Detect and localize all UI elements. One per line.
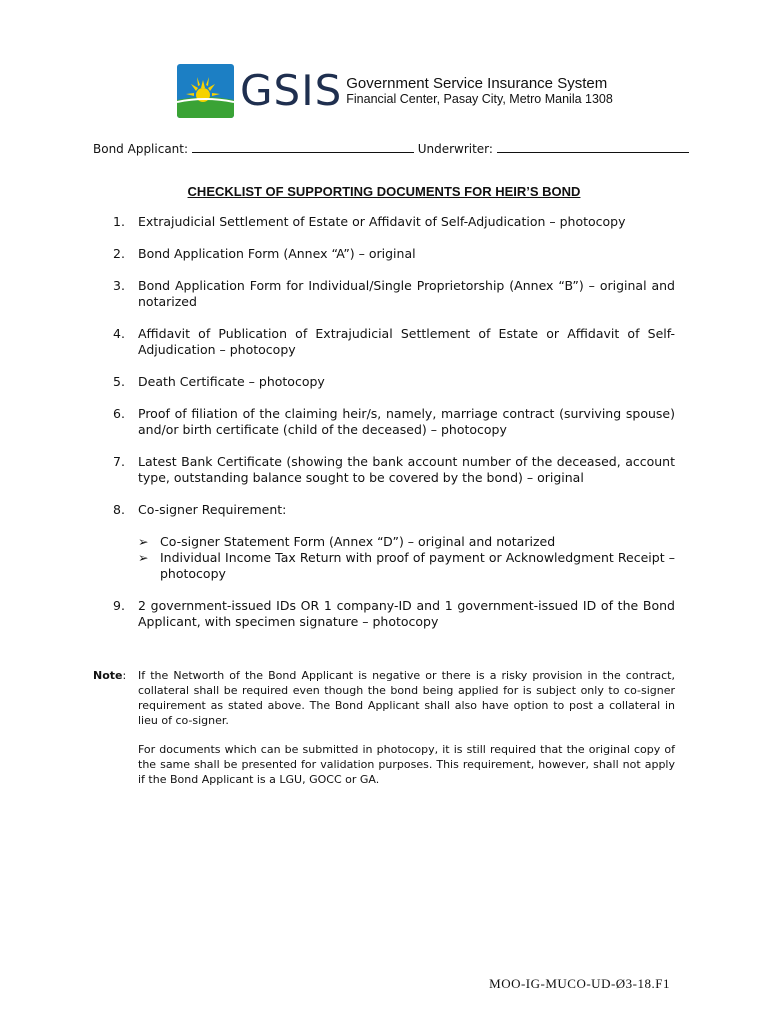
list-item: [113, 454, 675, 486]
form-code: MOO-IG-MUCO-UD-Ø3-18.F1: [489, 976, 670, 991]
item-number: 3.: [113, 278, 125, 293]
list-item: [113, 214, 675, 230]
list-item: [113, 406, 675, 438]
note-paragraph-1: If the Networth of the Bond Applicant is negative or there is a risky provision in the contract, collateral shall be required even though the bond being applied for is subject only to co-signer requirement as stated above. The Bond Applicant shall also have option to post a collateral in lieu of co-signer.: [138, 669, 675, 727]
item-number: 1.: [113, 214, 125, 229]
item-number: 5.: [113, 374, 125, 389]
sublist-item: [138, 550, 675, 582]
arrow-bullet-icon: ➢: [138, 534, 149, 549]
item-text: Death Certificate – photocopy: [138, 374, 325, 389]
item-text: Bond Application Form (Annex “A”) – original: [138, 246, 416, 261]
item-text: Extrajudicial Settlement of Estate or Affidavit of Self-Adjudication – photocopy: [138, 214, 626, 229]
sublist-text: Individual Income Tax Return with proof of payment or Acknowledgment Receipt – photocopy: [160, 550, 675, 581]
list-item: [113, 598, 675, 630]
checklist: [113, 214, 675, 646]
item-text: Latest Bank Certificate (showing the bank account number of the deceased, account type, outstanding balance sought to be covered by the bond) – original: [138, 454, 675, 485]
item-number: 7.: [113, 454, 125, 469]
item-content: [138, 502, 675, 582]
underwriter-blank: [497, 142, 689, 153]
item-number: 9.: [113, 598, 125, 613]
gsis-logo-icon: [177, 64, 234, 118]
applicant-line: [93, 142, 693, 156]
note-row: [93, 668, 675, 728]
organization-address: Financial Center, Pasay City, Metro Manila 1308: [346, 92, 613, 106]
organization-info: [346, 75, 613, 107]
item-text: Proof of filiation of the claiming heir/s, namely, marriage contract (surviving spouse) and/or birth certificate (child of the deceased) – photocopy: [138, 406, 675, 437]
brand-wordmark: GSIS: [240, 66, 343, 115]
note-label-text: Note: [93, 669, 123, 682]
organization-name: Government Service Insurance System: [346, 75, 608, 92]
bond-applicant-blank: [192, 142, 414, 153]
list-item: [113, 246, 675, 262]
sublist-item: [138, 534, 675, 550]
list-item: [113, 278, 675, 310]
arrow-bullet-icon: ➢: [138, 550, 149, 565]
note-label-colon: :: [122, 669, 127, 682]
item-text: Co-signer Requirement:: [138, 502, 287, 517]
co-signer-sublist: [138, 534, 675, 582]
list-item: [113, 374, 675, 390]
item-number: 4.: [113, 326, 125, 341]
bond-applicant-label: Bond Applicant:: [93, 142, 189, 156]
list-item: [113, 502, 675, 582]
item-number: 6.: [113, 406, 125, 421]
item-text: Bond Application Form for Individual/Single Proprietorship (Annex “B”) – original and notarized: [138, 278, 675, 309]
item-text: Affidavit of Publication of Extrajudicial Settlement of Estate or Affidavit of Self-Adjudication – photocopy: [138, 326, 675, 357]
letterhead: [177, 64, 613, 118]
item-number: 8.: [113, 502, 125, 517]
item-number: 2.: [113, 246, 125, 261]
underwriter-label: Underwriter:: [417, 142, 493, 156]
sublist-text: Co-signer Statement Form (Annex “D”) – original and notarized: [160, 534, 556, 549]
note-label: [93, 668, 138, 728]
list-item: [113, 326, 675, 358]
note-paragraph-2: For documents which can be submitted in photocopy, it is still required that the original copy of the same shall be presented for validation purposes. This requirement, however, shall not apply if the Bond Applicant is a LGU, GOCC or GA.: [138, 743, 675, 786]
note-section: [93, 668, 675, 787]
item-text: 2 government-issued IDs OR 1 company-ID and 1 government-issued ID of the Bond Applicant, with specimen signature – photocopy: [138, 598, 675, 629]
document-title: CHECKLIST OF SUPPORTING DOCUMENTS FOR HEIR’S BOND: [187, 184, 581, 199]
